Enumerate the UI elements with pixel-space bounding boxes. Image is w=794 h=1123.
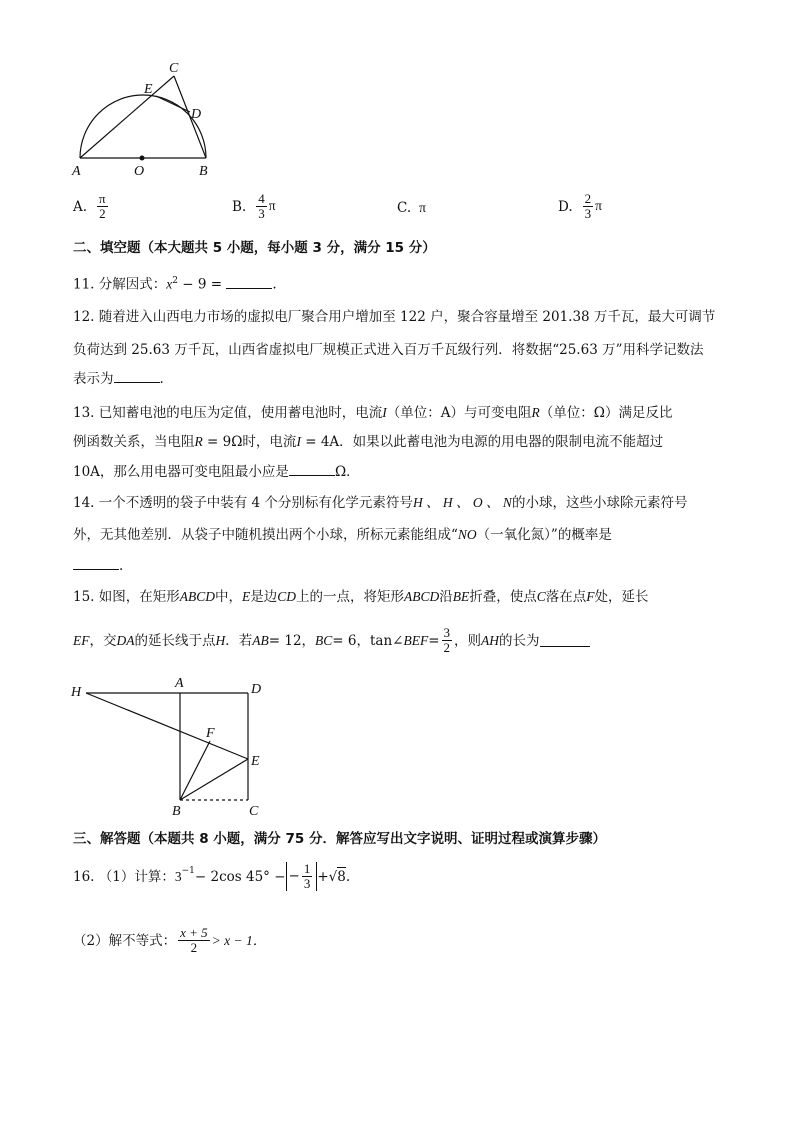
label-f: F [206,726,215,741]
absolute-value: − $\frac{1}{3}$ [286,862,318,891]
option-fraction: $\frac{2}{3}$ [584,191,592,221]
option-c[interactable] [397,199,426,217]
option-letter: B. [232,198,247,215]
option-fraction: $\frac{4}{3}$ [258,191,265,221]
question-16-part2: （2）解不等式： $\frac{x + 5}{2}$ > x − 1． [73,925,267,955]
question-12-line1: 12. 随着进入山西电力市场的虚拟电厂聚合用户增加至 122 户，聚合容量增至 201.38 万千瓦，最大可调节 [73,309,716,325]
label-c: C [249,804,259,819]
label-a: A [72,164,81,179]
question-11: 11. 分解因式：$x^2 - 9$ = . [73,276,277,293]
label-h: H [71,685,82,700]
label-b: B [199,164,208,179]
question-16-part1: 16. （1）计算： 3 $^{-1}$ − 2cos 45° − − $\frac{1}{3}$ + √ 8 . [73,861,351,891]
segment-cb [174,76,206,158]
question-14-line3: . [73,557,123,575]
option-d[interactable]: D. $\frac{2}{3}$ π [558,191,602,221]
tan-fraction: $\frac{3}{2}$ [443,625,451,655]
label-c: C [169,61,179,76]
question-15-line1: 15. 如图，在矩形ABCD中，E是边CD上的一点，将矩形ABCD沿BE折叠，使点C落在点F处，延长 [73,589,649,605]
answer-blank[interactable] [114,370,160,383]
section-3-title: 三、解答题（本题共 8 小题，满分 75 分．解答应写出文字说明、证明过程或演算步骤） [73,831,606,847]
answer-blank[interactable] [226,276,272,289]
semicircle-arc [80,95,206,158]
option-b[interactable]: B. $\frac{4}{3}$ π [232,191,276,221]
question-14-line2: 外，无其他差别．从袋子中随机摸出两个小球，所标元素能组成“NO（一氧化氮）”的概率是 [73,527,612,543]
answer-blank[interactable] [289,463,335,476]
label-b: B [172,804,181,819]
option-value: π [419,200,426,215]
semicircle-figure [60,60,230,185]
inequality-fraction: $\frac{x + 5}{2}$ [180,925,208,955]
option-a[interactable] [73,192,110,221]
label-d: D [191,107,202,122]
question-15-line2: EF ，交 DA 的延长线于点 H ．若 AB = 12， BC = 6， tan∠ BEF = $\frac{3}{2}$ ，则 AH 的长为 [73,626,590,655]
rectangle-fold-figure [62,675,272,820]
label-e: E [144,82,153,97]
question-13-line2: 例函数关系，当电阻R = 9Ω时，电流I = 4A．如果以此蓄电池为电源的用电器的限制电流不能超过 [73,434,664,450]
label-d: D [251,682,262,697]
option-fraction: $\frac{\pi}{2}$ [99,191,106,221]
option-letter: D. [558,198,573,215]
label-o: O [134,164,145,179]
question-14-line1: 14. 一个不透明的袋子中装有 4 个分别标有化学元素符号H 、 H 、 O 、 N的小球，这些小球除元素符号 [73,495,688,511]
section-2-title: 二、填空题（本大题共 5 小题，每小题 3 分，满分 15 分） [73,240,436,256]
option-letter: A. [73,198,88,215]
option-letter: C. [397,200,412,216]
answer-blank[interactable] [540,634,590,647]
label-a: A [175,676,184,691]
segment-he [86,693,248,759]
question-12-line3: 表示为 . [73,371,164,387]
label-e: E [251,754,260,769]
question-13-line1: 13. 已知蓄电池的电压为定值，使用蓄电池时，电流I（单位：A）与可变电阻R（单位：Ω）满足反比 [73,405,673,421]
segment-ac [80,76,174,158]
answer-blank[interactable] [73,557,119,570]
question-13-line3: 10A，那么用电器可变电阻最小应是 Ω． [73,464,360,480]
question-12-line2: 负荷达到 25.63 万千瓦，山西省虚拟电厂规模正式进入百万千瓦级行列．将数据“25.63 万”用科学记数法 [73,342,704,358]
center-point-o [140,156,145,161]
